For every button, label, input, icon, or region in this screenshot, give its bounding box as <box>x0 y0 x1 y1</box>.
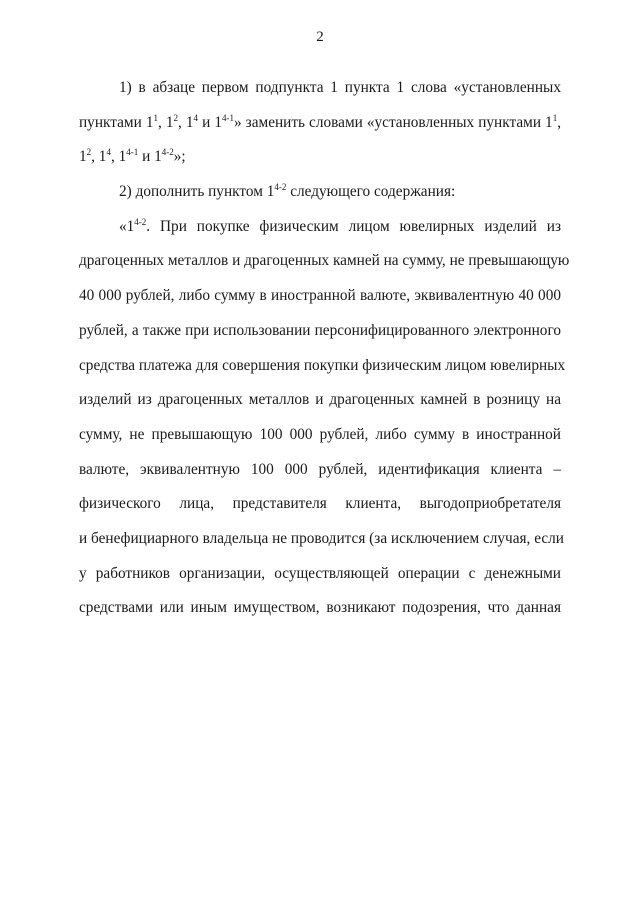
text-line <box>79 557 561 592</box>
text-span: физического лица, представителя клиента, выгодоприобретателя <box>79 495 561 513</box>
text-line <box>79 522 564 557</box>
text-line <box>79 279 561 314</box>
page-number: 2 <box>316 29 324 45</box>
text-span: » заменить словами «установленных пунктами 1 <box>233 113 553 131</box>
document-body <box>79 71 570 626</box>
text-line <box>79 175 561 210</box>
text-span: рублей, а также при использовании персонифицированного электронного <box>79 321 561 339</box>
superscript: 4-1 <box>221 112 234 123</box>
text-line <box>79 71 561 106</box>
superscript: 4-2 <box>274 182 287 193</box>
text-span: изделий из драгоценных металлов и драгоценных камней в розницу на <box>79 391 561 409</box>
superscript: 4 <box>193 112 199 123</box>
superscript: 2 <box>173 112 179 123</box>
superscript: 1 <box>153 112 158 123</box>
text-span: , 1 <box>91 148 107 166</box>
text-span: валюте, эквивалентную 100 000 рублей, идентификация клиента – <box>79 460 561 478</box>
text-span: и 1 <box>138 148 162 166</box>
text-span: драгоценных металлов и драгоценных камней на сумму, не превышающую <box>79 252 570 270</box>
text-span: у работников организации, осуществляющей операции с денежными <box>79 564 561 582</box>
text-span: , 1 <box>157 113 174 131</box>
text-span: . При покупке физическим лицом ювелирных изделий из <box>146 217 561 235</box>
text-line <box>79 383 561 418</box>
superscript: 4-2 <box>161 147 174 158</box>
superscript: 4 <box>106 147 111 158</box>
text-line <box>79 418 561 453</box>
text-span: »; <box>173 148 186 166</box>
text-span: средства платежа для совершения покупки физическим лицом ювелирных <box>79 356 566 374</box>
text-line <box>79 453 561 488</box>
text-span: пунктами 1 <box>79 113 154 131</box>
text-span: средствами или иным имуществом, возникают подозрения, что данная <box>79 599 561 617</box>
text-line <box>79 349 566 384</box>
text-line <box>79 106 561 141</box>
text-span: , 1 <box>110 148 127 166</box>
text-line <box>79 210 561 245</box>
text-span: 1) в абзаце первом подпункта 1 пункта 1 слова «установленных <box>119 79 561 96</box>
text-span: сумму, не превышающую 100 000 рублей, либо сумму в иностранной <box>79 425 561 443</box>
superscript: 2 <box>86 147 92 158</box>
text-span: «1 <box>119 217 135 235</box>
text-span: следующего содержания: <box>286 183 456 201</box>
text-span: 2) дополнить пунктом 1 <box>119 183 275 201</box>
text-span: 40 000 рублей, либо сумму в иностранной валюте, эквивалентную 40 000 <box>79 287 561 305</box>
superscript: 4-1 <box>126 147 139 158</box>
text-span: , 1 <box>178 113 194 131</box>
text-line <box>79 314 561 349</box>
text-span: и бенефициарного владельца не проводится (за исключением случая, если <box>79 529 564 547</box>
text-line <box>79 591 561 626</box>
superscript: 1 <box>552 112 558 123</box>
text-line <box>79 244 570 279</box>
text-span: 1 <box>79 148 87 166</box>
text-line <box>79 487 561 522</box>
text-span: и 1 <box>198 113 222 131</box>
text-line <box>79 140 561 175</box>
text-span: , <box>557 113 562 131</box>
superscript: 4-2 <box>134 216 147 227</box>
